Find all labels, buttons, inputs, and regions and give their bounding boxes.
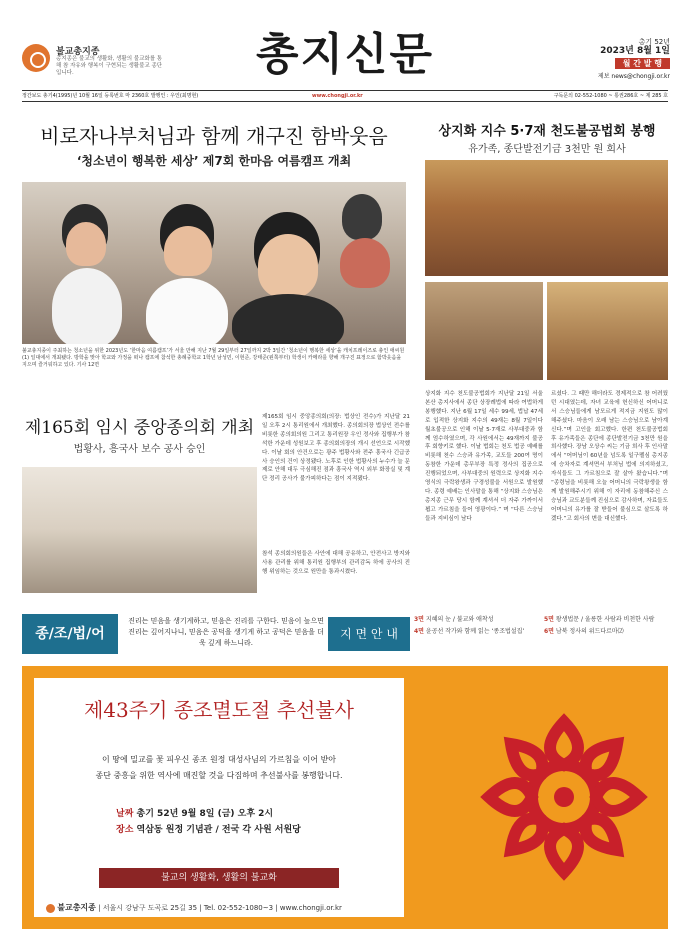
- date-label: 날짜: [116, 809, 134, 819]
- lotus-seal-icon: [474, 702, 654, 892]
- assembly-headline[interactable]: 제165회 임시 중앙종의회 개최: [24, 418, 255, 438]
- page-guide-item[interactable]: 3면 지혜의 눈 / 불교와 애착성: [414, 616, 494, 623]
- assembly-subhead: 법황사, 흥국사 보수 공사 승인: [73, 444, 206, 455]
- assembly-photo: [22, 467, 257, 593]
- place-value: 역삼동 원정 기념관 / 전국 각 사원 서원당: [136, 825, 301, 835]
- lead-subhead: ‘청소년이 행복한 세상’ 제7회 한마음 여름캠프 개최: [76, 154, 352, 168]
- memorial-altar-photo: [425, 282, 543, 380]
- camp-photo: [22, 182, 406, 344]
- lead-headline[interactable]: 비로자나부처님과 함께 개구진 함박웃음: [40, 124, 388, 148]
- ad-body-line: 종단 중흥을 위한 역사에 매진할 것을 다짐하며 추선불사를 봉행합니다.: [95, 771, 343, 780]
- tip-email[interactable]: 제보 news@chongji.or.kr: [597, 73, 670, 80]
- org-tagline: 총지종은 불교의 생활화, 생활의 불교화를 통해 참 자유와 행복이 구현되는 생활불교 종단입니다.: [56, 56, 163, 76]
- org-emblem-icon: [46, 904, 55, 913]
- assembly-column-2: 참석 종의회의원들은 사안에 대해 공유하고, 안전사고 방지와 사용 관리를 위해 통리원 집행부의 관리감독 하에 공사의 진행 위임하는 것으로 원만을 통과시켰다.: [262, 551, 410, 575]
- org-emblem-icon: [22, 44, 50, 72]
- right-story-column-2: 르셨다. 그 때만 해더라도 경제적으로 참 어려웠던 시대였는데, 자녀 교육에 헌신하신 어머니로서 스승님들에게 남모르게 적지금 지원도 많이 해주셨다. 마음이 오래 남는 스승님으로 남아계신다.”며 고인을 회고했다. 한편 천도불공법회 후 유가족들은 종단에 종단발전기금 3천만 원을 희사했다. 장남 오상수 씨는 기금 희사 후 인사말에서 “어머님이 60년을 넘도록 일구펠심 총지종에 승차자로 계셔면서 부처님 법에 의지하셨고, 자식들도 그 가르침으로 잘 살아 왔습니다.”며 “종령님을 비롯해 오늘 어머니의 극락왕생을 함께 발원해주시기 위해 이 자리에 동참해주신 스승님과 교도분들께 진심으로 감사하며, 자료들도 어머니의 유가를 잘 받들어 불심으로 살도록 하겠다.”고 회사의 변을 대신했다.: [551, 391, 668, 522]
- issue-info: [560, 38, 670, 81]
- assembly-column-1: 제165회 임시 중앙종의회(의장: 법상인 전수)가 지난달 21일 오후 2시 통리원에서 개최했다. 종의회의장 법상인 전수를 비롯한 종의회의원 그리고 통리원장 우인 정사와 집행부가 참석한 가운데 성원보고 후 종의회의장의 개시 선언으로 시작했다. 이날 회의 안건으로는 광주 법황사와 전주 흥국사 긴급공사 승인의 건이 상정됐다. 노후로 인한 법황사의 누수가 늘 문제로 안해 대두 극심해진 점과 흥국사 역시 외부 화장실 및 계단 정리 공사가 불가피하다는 점이 지적됐다.: [262, 414, 410, 483]
- org-name: 불교총지종: [56, 47, 100, 57]
- memorial-service-ad: [22, 666, 668, 929]
- founder-quote: 진리는 믿음을 생기게하고, 믿음은 진리를 구한다. 믿음이 높으면 진리는 깊어지나니, 믿음은 공덕을 생기게 하고 공덕은 믿음을 더욱 깊게 하느니라.: [128, 617, 324, 647]
- ad-footer: [46, 902, 406, 913]
- page-guide-tag: 지 면 안 내: [328, 617, 410, 651]
- ad-body: [34, 752, 404, 784]
- quote-banner: [22, 614, 668, 654]
- website-link[interactable]: www.chongji.or.kr: [312, 93, 363, 99]
- date-value: 총기 52년 9월 8일 (금) 오후 2시: [136, 809, 274, 819]
- publication-info-bar: [22, 90, 668, 102]
- right-story-headline[interactable]: 상지화 지수 5·7재 천도불공법회 봉행: [438, 124, 656, 139]
- ad-footer-contact[interactable]: | 서울시 강남구 도곡로 25길 35 | Tel. 02-552-1080~3 | www.chongji.or.kr: [98, 904, 342, 912]
- camp-photo-caption: 불교총지종이 주최하는 청소년을 위한 2023년도 ‘한마음 여름캠프’가 서울 만해 지난 7월 29일부터 27일까지 2박 3일간 ‘청소년이 행복한 세상’을 캐치프레이즈로 총인 애씨원(1) 일대에서 개최됐다. 방학을 맞아 학교와 가정을 떠나 캠프에 참석한 총례중학교 1학년 남성민, 이현준, 강태준(왼쪽부터) 학생이 카메라를 향해 개구진 표정으로 함박웃음을 지으며 즐거워하고 있다. 기사 12면: [22, 348, 405, 368]
- ad-slogan: 불교의 생활화, 생활의 불교화: [99, 868, 339, 888]
- issue-type-badge: 월 간 발 행: [615, 58, 670, 69]
- ad-footer-org: 불교총지종: [57, 903, 96, 912]
- donation-ceremony-photo: [547, 282, 668, 380]
- founder-quote-tag: 종/조/법/어: [22, 614, 118, 654]
- right-story-column-1: 상지화 지수 천도불공법회가 지난달 21일 서울 본산 총지사에서 종단 상장례법에 따라 여법하게 봉행했다. 지난 6월 17일 세수 99세, 법납 47세로 입적한 상지화 지수의 49재는 8월 7일이다 월초불공으로 인해 이날 5·7재로 사부대중과 함께 엄수하였으며, 각 사원에서는 49재까지 불공 후 회향키로 했다. 이날 법회는 천도 법공 예배를 비롯해 천수 스승과 유가족, 교도들 200여 명이 동참한 가운데 총무부장 특정 정사의 집공으로 진행되었으며, 사부대중의 원력으로 상지화 지수 영식의 극락왕생과 구경성불을 서원으로 발원했다. 종령 예배는 인사말을 통해 “상지화 스승님은 총지종 근무 당시 함께 계셔서 더 자주 가까이서 뵙고 가르침을 들어 영광이다.” 며 “다른 스승님들과 지비심이 남다: [425, 391, 544, 522]
- right-story-subhead: 유가족, 종단발전기금 3천만 원 희사: [468, 144, 626, 155]
- issue-date: 2023년 8월 1일: [600, 46, 670, 56]
- dharma-hall-photo: [425, 160, 668, 276]
- subscription-info: 구독문의 02-552-1080 ~ 통권286호 ~ 제 285 호: [553, 93, 668, 99]
- place-label: 장소: [116, 825, 134, 835]
- ad-title: 제43주기 종조멸도절 추선불사: [83, 698, 354, 722]
- page-guide-item[interactable]: 6면 남북 정사의 위드다르마⑵: [544, 628, 624, 635]
- ad-body-line: 이 땅에 밀교를 꽃 피우신 종조 원정 대성사님의 가르침을 이어 받아: [101, 755, 337, 764]
- newspaper-title: 총지신문: [255, 29, 434, 80]
- org-logo-block: [22, 44, 172, 82]
- issue-number: 총기 52년: [638, 38, 670, 46]
- ad-event-details: [116, 806, 301, 838]
- page-guide-item[interactable]: 5면 왕생법문 / 울릉한 사람과 비천한 사람: [544, 616, 655, 623]
- page-guide-item[interactable]: 4면 윤공선 작가와 함께 읽는 ‘종조법설집’: [414, 628, 525, 635]
- ad-panel: [34, 678, 404, 917]
- registration-info: 정간보도 총기4(1995)년 10월 16일 등록번호 마 2360호 발행인 : 우인(최명현): [22, 93, 199, 99]
